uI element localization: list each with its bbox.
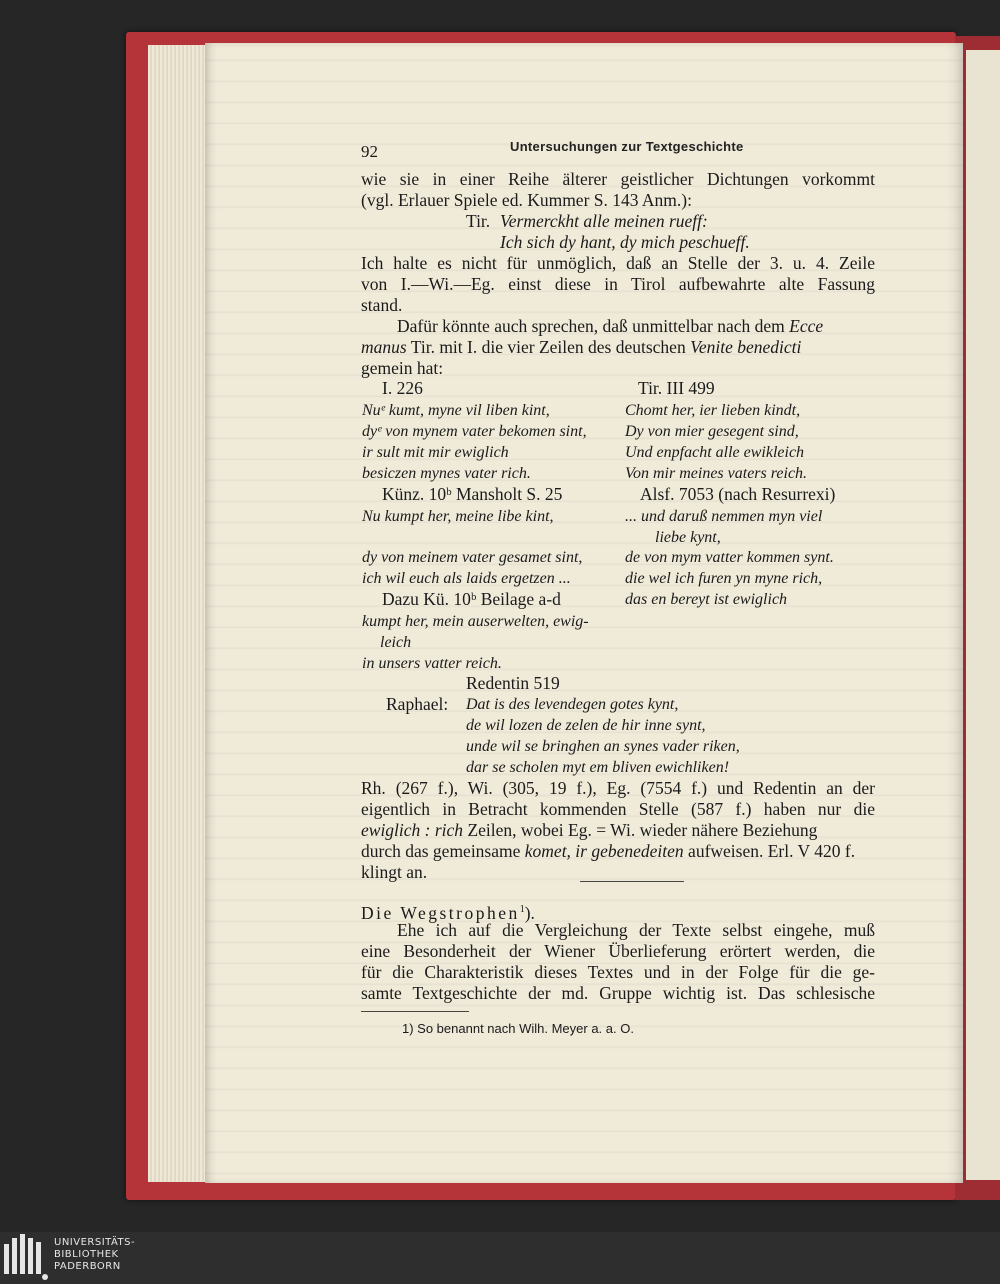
verse-line-right: die wel ich furen yn myne rich, bbox=[625, 570, 823, 587]
text-line: eine Besonderheit der Wiener Überlieferung erörtert werden, die bbox=[361, 941, 875, 961]
verse-line-left: Nu kumpt her, meine libe kint, bbox=[362, 508, 554, 525]
text-line: Ehe ich auf die Vergleichung der Texte selbst eingehe, muß bbox=[397, 920, 875, 940]
text-span: durch das gemeinsame bbox=[361, 841, 521, 861]
facing-page-edge bbox=[966, 50, 1000, 1180]
verse-line: Dat is des levendegen gotes kynt, bbox=[466, 696, 679, 713]
running-title: Untersuchungen zur Textgeschichte bbox=[510, 139, 744, 154]
text-line bbox=[361, 820, 817, 841]
verse-line-right: Dy von mier gesegent sind, bbox=[625, 423, 799, 440]
text-span-italic: Ecce bbox=[789, 316, 824, 336]
section-divider bbox=[580, 881, 684, 882]
text-span: Tir. mit I. die vier Zeilen des deutschen bbox=[410, 337, 686, 357]
library-name-line2: BIBLIOTHEK bbox=[54, 1249, 119, 1260]
text-line: stand. bbox=[361, 295, 403, 315]
verse-line: de wil lozen de zelen de hir inne synt, bbox=[466, 717, 706, 734]
verse-line-left: Nuᵉ kumt, myne vil liben kint, bbox=[362, 402, 550, 419]
text-span-italic: Venite benedicti bbox=[690, 337, 802, 357]
text-span-italic: komet, ir gebenedeiten bbox=[524, 841, 684, 861]
verse-line-left: in unsers vatter reich. bbox=[362, 655, 502, 672]
verse-line-right: das en bereyt ist ewiglich bbox=[625, 591, 788, 608]
verse-line-left: kumpt her, mein auserwelten, ewig- bbox=[362, 613, 589, 630]
column-heading: Künz. 10ᵇ Mansholt S. 25 bbox=[382, 484, 563, 504]
text-line: gemein hat: bbox=[361, 358, 444, 378]
library-footer bbox=[0, 1232, 1000, 1284]
text-line: klingt an. bbox=[361, 862, 428, 882]
verse-line-right: Von mir meines vaters reich. bbox=[625, 465, 808, 482]
text-line bbox=[361, 841, 855, 862]
text-line: eigentlich in Betracht kommenden Stelle (587 f.) haben nur die bbox=[361, 799, 875, 819]
library-logo-icon bbox=[4, 1236, 50, 1280]
column-heading: Redentin 519 bbox=[466, 673, 560, 693]
verse-line: Ich sich dy hant, dy mich peschueff. bbox=[500, 232, 750, 252]
text-line: wie sie in einer Reihe älterer geistlicher Dichtungen vorkommt bbox=[361, 169, 875, 189]
text-span: aufweisen. Erl. V 420 f. bbox=[688, 841, 856, 861]
section-title-end: ). bbox=[524, 902, 535, 923]
verse-line-left: ir sult mit mir ewiglich bbox=[362, 444, 509, 461]
verse-line: Vermerckht alle meinen rueff: bbox=[500, 211, 708, 231]
text-span: Zeilen, wobei Eg. = Wi. wieder nähere Beziehung bbox=[467, 820, 818, 840]
text-line bbox=[361, 337, 801, 358]
section-title: Die Wegstrophen bbox=[361, 902, 520, 923]
verse-label: Tir. bbox=[466, 211, 491, 231]
verse-line-left: leich bbox=[380, 634, 412, 651]
verse-line-right: Chomt her, ier lieben kindt, bbox=[625, 402, 801, 419]
footnote-rule bbox=[361, 1011, 469, 1012]
text-line: Ich halte es nicht für unmöglich, daß an Stelle der 3. u. 4. Zeile bbox=[361, 253, 875, 273]
column-heading: I. 226 bbox=[382, 378, 423, 398]
text-span: Dafür könnte auch sprechen, daß unmittelbar nach dem bbox=[397, 316, 785, 336]
text-line: Rh. (267 f.), Wi. (305, 19 f.), Eg. (7554 f.) und Redentin an der bbox=[361, 778, 875, 798]
footnote-reference: 1 bbox=[519, 904, 525, 915]
text-line bbox=[397, 316, 823, 337]
text-line: für die Charakteristik dieses Textes und in der Folge für die ge- bbox=[361, 962, 875, 982]
text-line: (vgl. Erlauer Spiele ed. Kummer S. 143 Anm.): bbox=[361, 190, 692, 210]
text-line: von I.—Wi.—Eg. einst diese in Tirol aufbewahrte alte Fassung bbox=[361, 274, 875, 294]
verse-line-left: besiczen mynes vater rich. bbox=[362, 465, 531, 482]
page-edges bbox=[148, 45, 210, 1182]
library-name-line3: PADERBORN bbox=[54, 1261, 121, 1272]
column-heading: Dazu Kü. 10ᵇ Beilage a-d bbox=[382, 589, 561, 609]
text-span-italic: ewiglich : rich bbox=[361, 820, 464, 840]
footnote: 1) So benannt nach Wilh. Meyer a. a. O. bbox=[402, 1021, 634, 1036]
verse-line-right: de von mym vatter kommen synt. bbox=[625, 549, 834, 566]
column-heading: Tir. III 499 bbox=[638, 378, 715, 398]
verse-line-right: Und enpfacht alle ewikleich bbox=[625, 444, 805, 461]
verse-line-left: dy von meinem vater gesamet sint, bbox=[362, 549, 583, 566]
verse-line: unde wil se bringhen an synes vader riken, bbox=[466, 738, 740, 755]
verse-line-right: ... und daruß nemmen myn viel bbox=[625, 508, 823, 525]
speaker-label: Raphael: bbox=[386, 694, 449, 714]
library-name-line1: UNIVERSITÄTS- bbox=[54, 1237, 136, 1248]
text-line: samte Textgeschichte der md. Gruppe wichtig ist. Das schlesische bbox=[361, 983, 875, 1003]
text-span-italic: manus bbox=[361, 337, 407, 357]
column-heading: Alsf. 7053 (nach Resurrexi) bbox=[640, 484, 836, 504]
verse-line-left: dyᵉ von mynem vater bekomen sint, bbox=[362, 423, 587, 440]
verse-line: dar se scholen myt em bliven ewichliken! bbox=[466, 759, 730, 776]
verse-line-right: liebe kynt, bbox=[655, 529, 721, 546]
verse-line-left: ich wil euch als laids ergetzen ... bbox=[362, 570, 571, 587]
page-number: 92 bbox=[361, 142, 378, 161]
